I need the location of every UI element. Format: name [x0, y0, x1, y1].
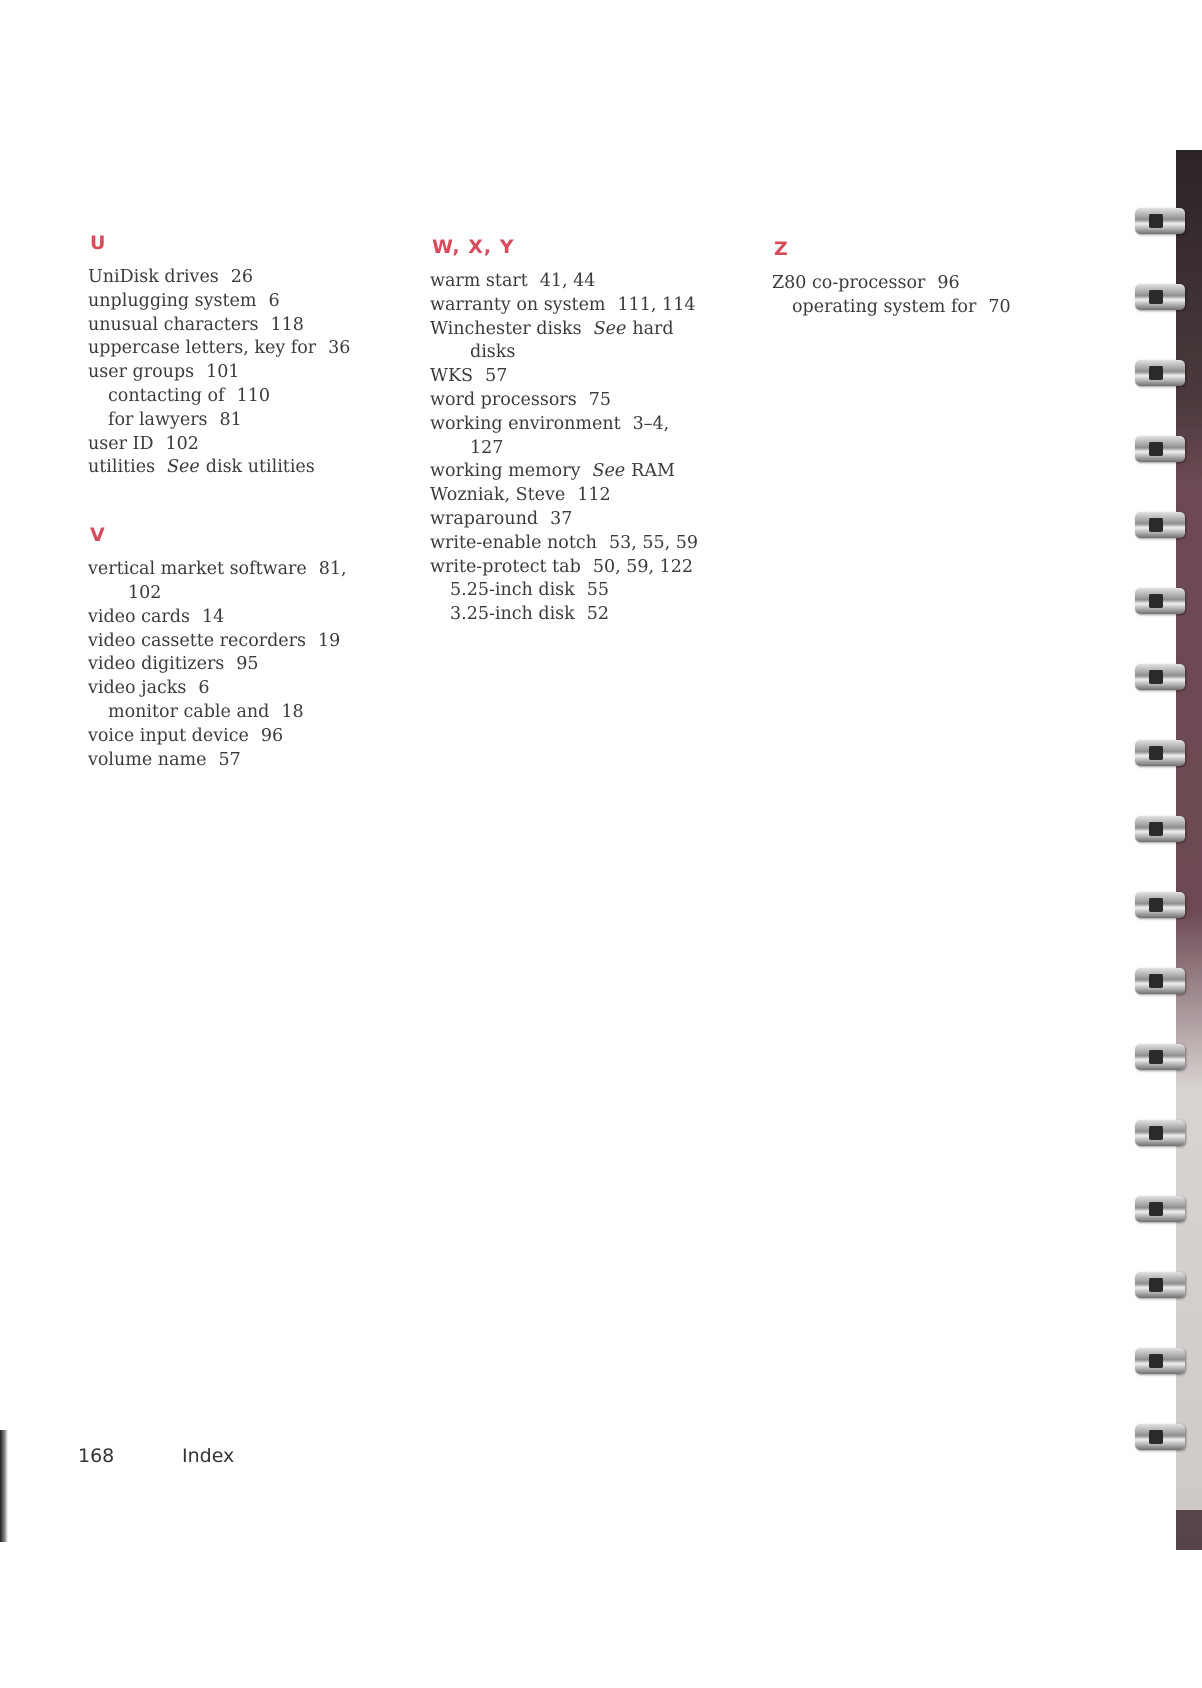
see-reference: See: [593, 318, 627, 339]
index-entry-continuation: [88, 582, 418, 606]
index-entry: [430, 294, 760, 318]
entry-term: vertical market software: [88, 559, 307, 580]
binding-ring: [1135, 892, 1185, 918]
index-entry: [430, 460, 760, 484]
entry-pages: 50, 59, 122: [592, 556, 694, 577]
entry-pages: 101: [206, 362, 240, 383]
entry-pages: 118: [270, 314, 304, 335]
entry-pages: 37: [550, 508, 573, 529]
see-reference: See: [592, 461, 626, 482]
binding-ring: [1135, 1196, 1185, 1222]
index-entry: [88, 433, 418, 457]
entry-term: working memory: [430, 461, 581, 482]
footer-label: Index: [182, 1445, 235, 1467]
index-entry: [88, 266, 418, 290]
entry-pages: 75: [588, 389, 612, 410]
index-entry: [88, 314, 418, 338]
entry-term: word processors: [430, 389, 577, 410]
binding-ring: [1135, 1044, 1185, 1070]
index-entry: [88, 725, 418, 749]
index-entry: [88, 337, 418, 361]
section-z: [772, 238, 1072, 320]
entry-term: 127: [470, 437, 504, 458]
entry-term: user ID: [88, 433, 154, 454]
index-entry: [430, 389, 760, 413]
entry-pages: 14: [201, 606, 225, 627]
entry-term: WKS: [430, 366, 474, 387]
see-reference: See: [167, 457, 200, 478]
index-column-2: [430, 236, 760, 671]
entry-term: utilities: [88, 457, 156, 478]
entry-pages: 53, 55, 59: [608, 532, 698, 553]
index-subentry: [88, 385, 418, 409]
entry-term: unusual characters: [88, 314, 259, 335]
entry-pages: 102: [165, 433, 199, 454]
entry-term: volume name: [88, 749, 207, 770]
index-entry: [88, 677, 418, 701]
index-entry: [88, 606, 418, 630]
binding-ring: [1135, 436, 1185, 462]
binding-ring: [1135, 816, 1185, 842]
index-entry: [88, 630, 418, 654]
index-entry: [88, 456, 418, 480]
page-number: 168: [78, 1445, 115, 1467]
entry-term: unplugging system: [88, 290, 257, 311]
see-target: disk utilities: [205, 457, 315, 478]
section-wxy: [430, 236, 760, 627]
binding-ring: [1135, 360, 1185, 386]
index-subentry: [772, 296, 1072, 320]
index-subentry: [430, 579, 760, 603]
entry-pages: 26: [230, 267, 254, 287]
index-entry: [88, 290, 418, 314]
entry-term: voice input device: [88, 725, 249, 746]
entry-pages: 36: [328, 338, 351, 359]
entry-pages: 6: [268, 290, 280, 311]
letter-heading-z: Z: [774, 238, 789, 260]
letter-heading-wxy: W, X, Y: [432, 236, 515, 258]
binding-ring: [1135, 664, 1185, 690]
entry-term: 5.25-inch disk: [450, 580, 575, 601]
entry-pages: 19: [318, 630, 341, 651]
index-entry: [88, 361, 418, 385]
index-entry: [430, 318, 760, 342]
entry-pages: 41, 44: [539, 271, 596, 291]
binding-ring: [1135, 1120, 1185, 1146]
entry-term: contacting of: [108, 385, 225, 406]
entry-term: 102: [128, 582, 162, 603]
index-entry: [430, 556, 760, 580]
index-subentry: [88, 409, 418, 433]
entry-pages: 57: [218, 749, 241, 770]
entry-pages: 52: [586, 604, 610, 625]
entry-pages: 96: [937, 273, 960, 293]
entry-term: monitor cable and: [108, 701, 270, 722]
binding-ring: [1135, 284, 1185, 310]
index-entry: [430, 365, 760, 389]
entry-term: warm start: [430, 271, 528, 291]
index-entry-continuation: [430, 437, 760, 461]
index-entry-continuation: [430, 341, 760, 365]
entry-pages: 6: [198, 678, 210, 699]
entry-term: warranty on system: [430, 294, 606, 315]
binding-ring: [1135, 740, 1185, 766]
entry-term: 3.25-inch disk: [450, 604, 575, 625]
entry-term: write-protect tab: [430, 556, 581, 577]
index-entry: [430, 508, 760, 532]
index-column-1: [88, 232, 418, 816]
entry-pages: 55: [586, 580, 610, 601]
entry-term: user groups: [88, 362, 195, 383]
binding-ring: [1135, 1348, 1185, 1374]
index-entry: [430, 484, 760, 508]
entry-pages: 18: [281, 701, 304, 722]
index-entry: [430, 532, 760, 556]
letter-heading-u: U: [90, 232, 107, 254]
entry-term: working environment: [430, 413, 621, 434]
entry-pages: 57: [485, 366, 508, 387]
index-entry: [88, 653, 418, 677]
letter-heading-v: V: [90, 524, 106, 547]
entry-pages: 110: [236, 385, 270, 406]
index-entry: [430, 270, 760, 294]
index-entry: [772, 272, 1072, 296]
binding-ring: [1135, 588, 1185, 614]
entry-pages: 81: [219, 409, 242, 430]
entry-pages: 81,: [318, 559, 347, 580]
entry-term: video digitizers: [88, 654, 225, 675]
binding-ring: [1135, 968, 1185, 994]
binding-ring: [1135, 208, 1185, 234]
index-subentry: [88, 701, 418, 725]
index-entry: [430, 413, 760, 437]
entry-pages: 96: [260, 725, 284, 746]
entry-term: write-enable notch: [430, 532, 597, 553]
entry-term: video jacks: [88, 678, 187, 699]
entry-term: video cassette recorders: [88, 630, 307, 651]
entry-term: video cards: [88, 606, 190, 627]
see-target: RAM: [631, 461, 675, 482]
entry-term: Wozniak, Steve: [430, 485, 566, 506]
entry-term: Z80 co-processor: [772, 273, 926, 293]
section-v: [88, 524, 418, 772]
page-edge-shadow: [0, 1430, 8, 1542]
see-target: hard: [632, 318, 674, 339]
section-u: [88, 232, 418, 480]
entry-pages: 3–4,: [632, 413, 670, 434]
entry-term: Winchester disks: [430, 318, 582, 339]
entry-term: for lawyers: [108, 409, 208, 430]
index-entry: [88, 749, 418, 773]
entry-pages: 111, 114: [617, 294, 696, 315]
binding-ring: [1135, 1272, 1185, 1298]
binding-ring: [1135, 512, 1185, 538]
entry-term: disks: [470, 342, 516, 363]
index-subentry: [430, 603, 760, 627]
entry-pages: 70: [988, 296, 1011, 317]
entry-pages: 112: [577, 485, 611, 506]
binding-ring: [1135, 1424, 1185, 1450]
index-entry: [88, 558, 418, 582]
entry-term: UniDisk drives: [88, 267, 219, 287]
entry-term: wraparound: [430, 508, 539, 529]
entry-term: uppercase letters, key for: [88, 338, 317, 359]
index-column-3: [772, 238, 1072, 364]
entry-term: operating system for: [792, 296, 977, 317]
entry-pages: 95: [236, 654, 259, 675]
spiral-binding: [1135, 150, 1202, 1550]
